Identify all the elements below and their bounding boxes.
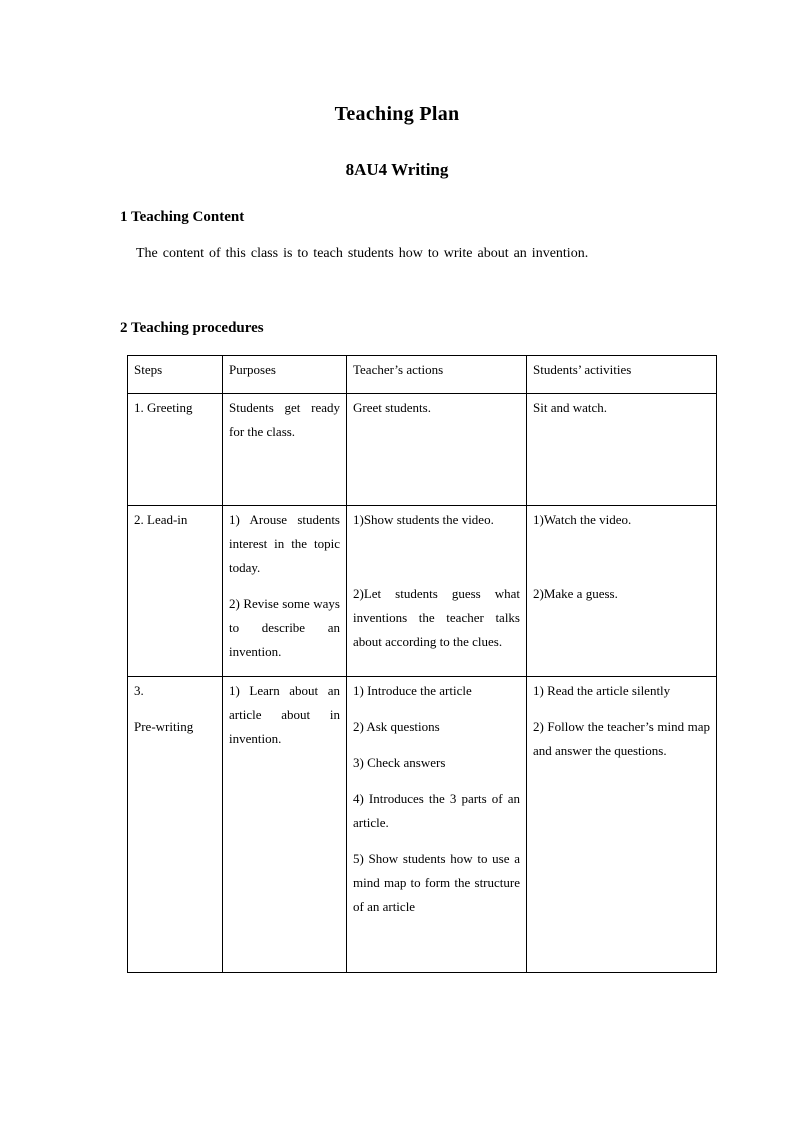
section-heading-teaching-content: 1 Teaching Content: [120, 209, 245, 225]
step-label: 1. Greeting: [134, 400, 193, 415]
step-cell: [128, 394, 223, 506]
section-heading-teaching-procedures: 2 Teaching procedures: [120, 320, 264, 336]
step-cell: [128, 506, 223, 677]
header-steps: Steps: [128, 356, 223, 394]
purpose-item: Students get ready for the class.: [229, 400, 340, 439]
teacher-action-item: 1)Show students the video.: [353, 512, 494, 527]
teacher-action-item: 5) Show students how to use a mind map to form the structure of an article: [353, 851, 520, 914]
teacher-action-item: 1) Introduce the article: [353, 683, 472, 698]
header-students-activities: Students’ activities: [527, 356, 717, 394]
step-label: 2. Lead-in: [134, 512, 188, 527]
teacher-action-item: 2)Let students guess what inventions the teacher talks about according to the clues.: [353, 586, 520, 649]
students-activities-cell: [527, 394, 717, 506]
step-label: Pre-writing: [134, 719, 194, 734]
header-teacher-actions: Teacher’s actions: [347, 356, 527, 394]
page-subtitle: 8AU4 Writing: [345, 160, 449, 179]
table-header-row: [128, 356, 717, 394]
student-activity-item: 2) Follow the teacher’s mind map and answer the questions.: [533, 719, 710, 758]
purpose-item: 2) Revise some ways to describe an invention.: [229, 596, 340, 659]
student-activity-item: 1)Watch the video.: [533, 512, 632, 527]
students-activities-cell: [527, 677, 717, 973]
purposes-cell: [223, 506, 347, 677]
student-activity-item: 1) Read the article silently: [533, 683, 671, 698]
teacher-action-item: 4) Introduces the 3 parts of an article.: [353, 791, 520, 830]
teacher-action-item: 2) Ask questions: [353, 719, 440, 734]
table-row: [128, 394, 717, 506]
purpose-item: 1) Learn about an article about in invention.: [229, 683, 340, 746]
teacher-action-item: Greet students.: [353, 400, 431, 415]
table-row: [128, 677, 717, 973]
teaching-content-text: The content of this class is to teach students how to write about an invention.: [136, 246, 589, 261]
student-activity-item: Sit and watch.: [533, 400, 608, 415]
purposes-cell: [223, 394, 347, 506]
purposes-cell: [223, 677, 347, 973]
teacher-actions-cell: [347, 394, 527, 506]
header-purposes: Purposes: [223, 356, 347, 394]
procedures-table: [127, 355, 717, 973]
teacher-action-item: 3) Check answers: [353, 755, 446, 770]
teacher-actions-cell: [347, 506, 527, 677]
table-row: [128, 506, 717, 677]
teacher-actions-cell: [347, 677, 527, 973]
step-cell: [128, 677, 223, 973]
students-activities-cell: [527, 506, 717, 677]
student-activity-item: 2)Make a guess.: [533, 586, 618, 601]
purpose-item: 1) Arouse students interest in the topic today.: [229, 512, 340, 575]
page-title: Teaching Plan: [334, 103, 460, 125]
step-label: 3.: [134, 683, 144, 698]
